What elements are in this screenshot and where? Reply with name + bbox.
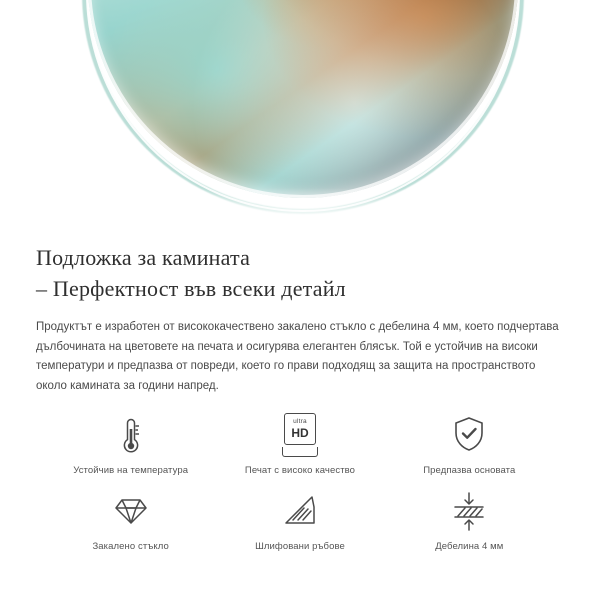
feature-label: Шлифовани ръбове (255, 541, 345, 552)
thickness-arrows-icon (449, 490, 489, 532)
feature-item-tempered-glass (46, 490, 215, 552)
feature-label: Дебелина 4 мм (435, 541, 504, 552)
diamond-icon (113, 490, 149, 532)
description-paragraph: Продуктът е изработен от висококачествено закалено стъкло с дебелина 4 мм, което подчертава дълбочината на цветовете на печата и осигурява елегантен блясък. Той е устойчив на високи температури и предпазва от повреди, което го прави подходящ за защита на пространството около камината за години напред. (36, 321, 559, 392)
ultra-hd-print-icon: ultra HD (282, 414, 318, 456)
feature-label: Предпазва основата (423, 465, 516, 476)
feature-item-print-quality (215, 414, 384, 476)
headline-line-1: Подложка за камината (36, 245, 251, 270)
round-glass-disc (88, 0, 518, 198)
polished-edges-icon (282, 490, 318, 532)
feature-list (36, 414, 564, 566)
feature-label: Закалено стъкло (92, 541, 169, 552)
shield-check-icon (452, 414, 486, 456)
page-title (36, 242, 564, 304)
headline-line-2: – Перфектност във всеки детайл (36, 276, 346, 301)
feature-label: Печат с високо качество (244, 465, 356, 476)
content-block (0, 242, 600, 566)
image-bottom-fade (0, 188, 600, 228)
hero-product-image (0, 0, 600, 228)
feature-label: Устойчив на температура (73, 465, 189, 476)
feature-item-polished-edges (215, 490, 384, 552)
thermometer-icon (120, 414, 142, 456)
feature-item-surface-protection (385, 414, 554, 476)
feature-item-temperature (46, 414, 215, 476)
feature-item-thickness (385, 490, 554, 552)
